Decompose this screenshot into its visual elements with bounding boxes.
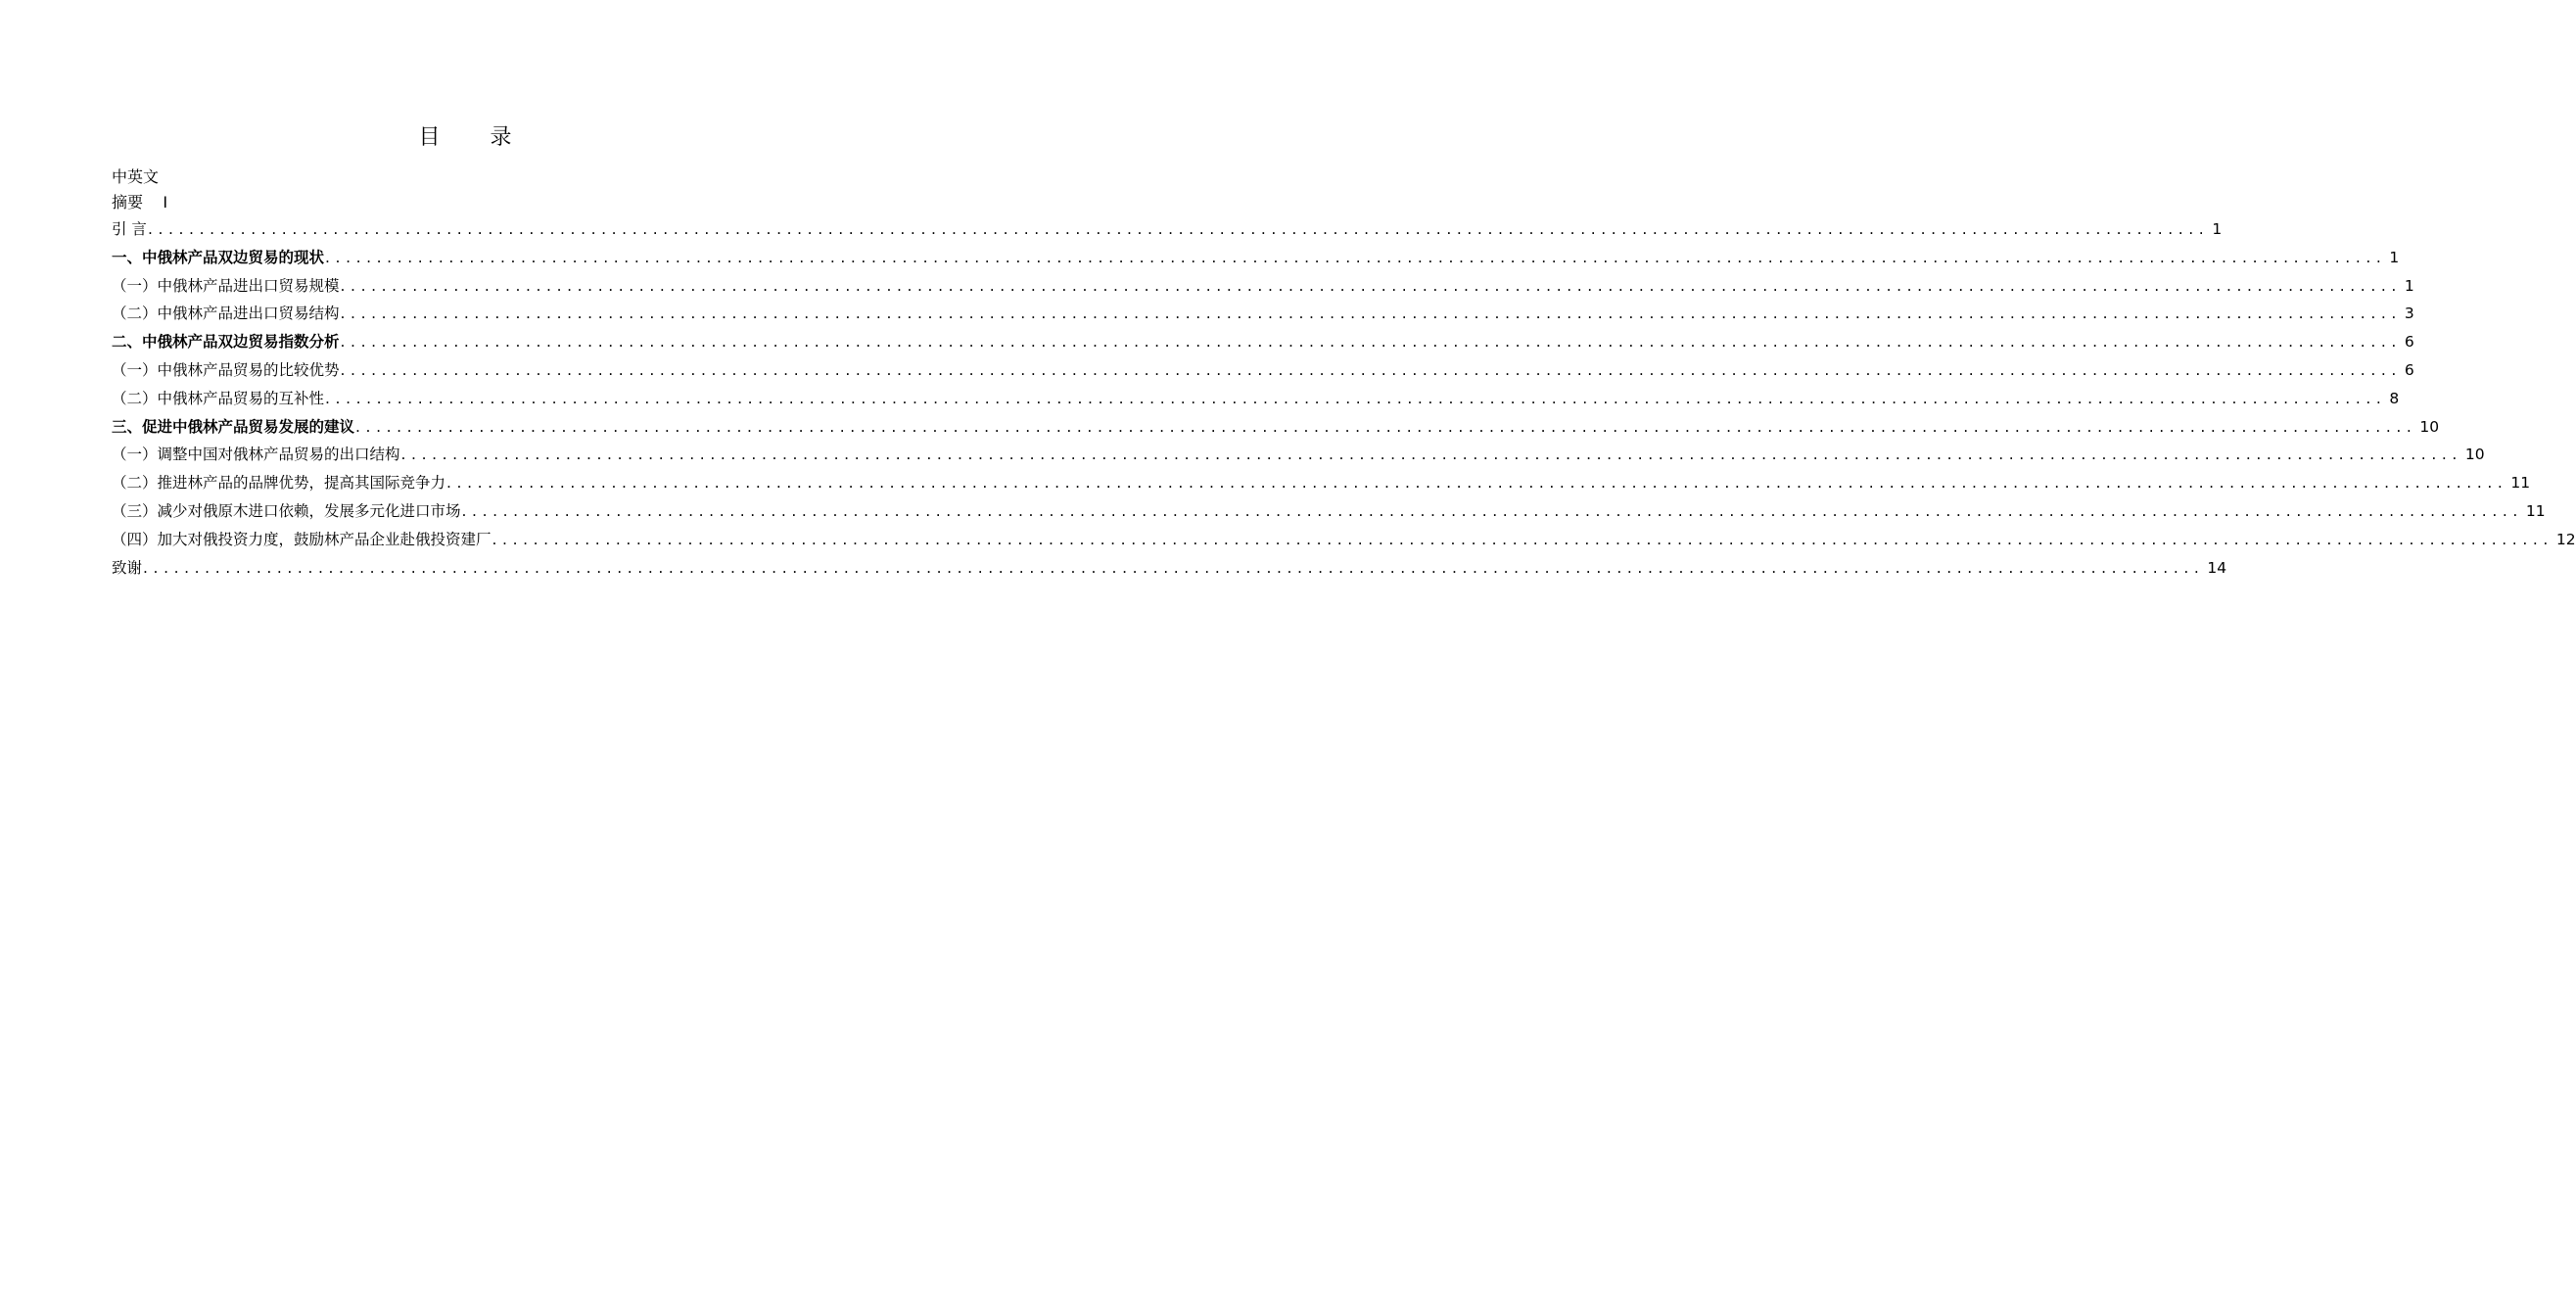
toc-entry[interactable] <box>112 413 2440 442</box>
table-of-contents <box>112 164 2576 582</box>
toc-leader-dots: ........................................................................................................................................................................................................ <box>400 446 2462 464</box>
toc-page-number: 11 <box>2510 474 2531 493</box>
toc-page-number: 3 <box>2404 305 2414 323</box>
toc-entry[interactable] <box>112 272 2414 301</box>
toc-entry-label: （二）推进林产品的品牌优势，提高其国际竞争力 <box>112 474 446 493</box>
toc-page-number: 1 <box>2404 276 2414 295</box>
toc-leader-dots: ........................................................................................................................................................................................................ <box>340 333 2402 352</box>
toc-entry-label: （二）中俄林产品进出口贸易结构 <box>112 305 340 323</box>
toc-entry-abstract[interactable]: 摘要 Ⅰ <box>112 193 168 212</box>
toc-page-number: 8 <box>2389 389 2400 407</box>
toc-leader-dots: ........................................................................................................................................................................................................ <box>143 558 2205 577</box>
toc-leader-dots: ........................................................................................................................................................................................................ <box>340 276 2402 295</box>
toc-page-number: 1 <box>2212 220 2223 238</box>
toc-entry[interactable] <box>112 300 2414 328</box>
toc-leader-dots: ........................................................................................................................................................................................................ <box>446 474 2508 493</box>
toc-leader-dots: ........................................................................................................................................................................................................ <box>340 360 2402 379</box>
toc-entry-label: 引 言 <box>112 220 147 238</box>
toc-entry-label: 一、中俄林产品双边贸易的现状 <box>112 248 325 266</box>
toc-page-number: 12 <box>2555 530 2576 548</box>
toc-entry[interactable] <box>112 497 2546 526</box>
toc-page-number: 14 <box>2207 558 2227 577</box>
toc-entry-bilingual[interactable]: 中英文 <box>112 167 160 186</box>
toc-page-number: 6 <box>2404 333 2414 352</box>
toc-entry-label: （一）中俄林产品贸易的比较优势 <box>112 360 340 379</box>
toc-leader-dots: ........................................................................................................................................................................................................ <box>492 530 2553 548</box>
toc-page-number: 1 <box>2389 248 2400 266</box>
toc-entry[interactable] <box>112 469 2531 497</box>
toc-page-number: 10 <box>2419 417 2440 436</box>
toc-entry-label: 三、促进中俄林产品贸易发展的建议 <box>112 417 355 436</box>
toc-entry-label: （四）加大对俄投资力度，鼓励林产品企业赴俄投资建厂 <box>112 530 492 548</box>
toc-entry[interactable] <box>112 441 2485 469</box>
toc-entry[interactable] <box>112 356 2414 385</box>
toc-entry[interactable] <box>112 385 2400 413</box>
toc-entry[interactable] <box>112 526 2576 554</box>
toc-page-number: 6 <box>2404 360 2414 379</box>
toc-leader-dots: ........................................................................................................................................................................................................ <box>147 220 2210 238</box>
toc-leader-dots: ........................................................................................................................................................................................................ <box>461 501 2523 520</box>
toc-entry[interactable] <box>112 244 2400 272</box>
toc-entry[interactable] <box>112 328 2414 356</box>
toc-entry-label: （一）调整中国对俄林产品贸易的出口结构 <box>112 446 400 464</box>
toc-leader-dots: ........................................................................................................................................................................................................ <box>325 389 2387 407</box>
toc-entry-label: （一）中俄林产品进出口贸易规模 <box>112 276 340 295</box>
toc-leader-dots: ........................................................................................................................................................................................................ <box>355 417 2417 436</box>
toc-entry[interactable] <box>112 554 2227 583</box>
toc-page-number: 10 <box>2464 446 2485 464</box>
toc-leader-dots: ........................................................................................................................................................................................................ <box>340 305 2402 323</box>
toc-entry-label: （三）减少对俄原木进口依赖，发展多元化进口市场 <box>112 501 461 520</box>
page-title: 目 录 <box>418 125 534 150</box>
toc-entry-label: （二）中俄林产品贸易的互补性 <box>112 389 325 407</box>
toc-entry[interactable] <box>112 215 2223 244</box>
toc-leader-dots: ........................................................................................................................................................................................................ <box>325 248 2387 266</box>
toc-entry-label: 二、中俄林产品双边贸易指数分析 <box>112 333 340 352</box>
toc-page-number: 11 <box>2525 501 2546 520</box>
toc-entry-label: 致谢 <box>112 558 143 577</box>
